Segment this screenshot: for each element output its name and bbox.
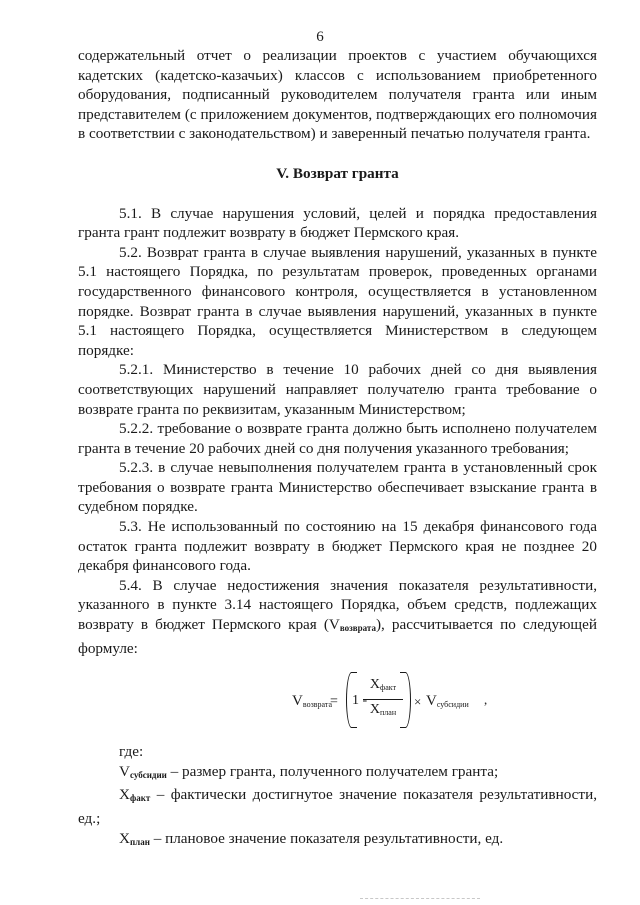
definition-text: – размер гранта, полученного получателем гранта; — [166, 762, 499, 780]
formula-num-subscript: факт — [380, 683, 397, 693]
formula-v2: V — [426, 693, 437, 710]
definition-subscript: субсидии — [129, 769, 167, 780]
paragraph-5-1: 5.1. В случае нарушения условий, целей и порядка предоставления гранта грант подлежит возврату в бюджет Пермского края. — [78, 204, 597, 242]
formula-comma: , — [484, 692, 488, 708]
paragraph-5-2-3: 5.2.3. в случае невыполнения получателем гранта в установленный срок требования о возврате гранта Министерство обеспечивает взыскание гранта в судебном порядке. — [78, 459, 597, 516]
definition-symbol: X — [119, 786, 130, 804]
formula-v2-subscript: субсидии — [436, 700, 469, 710]
formula-expression — [292, 670, 512, 730]
definition-x-fact — [78, 785, 597, 828]
section-title: V. Возврат гранта — [276, 164, 399, 182]
paragraph-5-2-1: 5.2.1. Министерство в течение 10 рабочих дней со дня выявления соответствующих нарушений направляет получателю гранта требование о возврате гранта по реквизитам, указанным Министерством; — [78, 361, 597, 418]
definition-x-plan — [78, 829, 597, 853]
document-body — [78, 46, 597, 852]
formula-numerator — [363, 676, 403, 700]
formula-one-minus: 1 - — [352, 693, 368, 709]
definition-text: – фактически достигнутое значение показателя результативности, ед.; — [78, 786, 597, 827]
definition-subscript: факт — [129, 793, 151, 804]
page-number: 6 — [316, 29, 324, 45]
formula-v: V — [292, 693, 303, 710]
definition-v-subsidy — [78, 762, 597, 786]
formula-times: × — [414, 694, 422, 710]
formula-right-paren — [400, 672, 411, 728]
formula-v-subsidy — [426, 692, 469, 715]
paragraph-5-4-text: 5.4. В случае недостижения значения показателя результативности, указанного в пункте 3.14 настоящего Порядка, объем средств, подлежащих возврату в бюджет Пермского края (V — [78, 576, 597, 634]
paragraph-5-2: 5.2. Возврат гранта в случае выявления нарушений, указанных в пункте 5.1 настоящего Порядка, по результатам проверок, проведенных органами государственного финансового контроля, осуществляется в установленном порядке. Возврат гранта в случае выявления нарушений, указанных в пункте 5.1 настоящего Порядка, осуществляется Министерством в следующем порядке: — [78, 243, 597, 359]
paragraph-5-3: 5.3. Не использованный по состоянию на 15 декабря финансового года остаток гранта подлежит возврату в бюджет Пермского края не позднее 20 декабря финансового года. — [78, 518, 597, 575]
where-label: где: — [119, 743, 144, 761]
formula — [78, 666, 597, 738]
formula-num-x: X — [369, 677, 381, 693]
definition-symbol: V — [119, 762, 130, 780]
paragraph-5-4-subscript: возврата — [339, 623, 376, 634]
definition-subscript: план — [129, 836, 150, 847]
formula-den-subscript: план — [380, 708, 397, 718]
paragraph-5-4-text-end: ), рассчитывается по следующей формуле: — [78, 616, 597, 657]
definition-text: – плановое значение показателя результативности, ед. — [149, 829, 504, 847]
definition-symbol: X — [119, 829, 130, 847]
formula-v-subscript: возврата — [302, 700, 332, 710]
formula-fraction — [363, 676, 403, 723]
paragraph-5-2-2: 5.2.2. требование о возврате гранта должно быть исполнено получателем гранта в течение 20 рабочих дней со дня получения указанного требования; — [78, 420, 597, 457]
scan-artifact-line — [360, 898, 480, 900]
intro-paragraph: содержательный отчет о реализации проектов с участием обучающихся кадетских (кадетско-казачьих) классов с использованием приобретенного оборудования, подписанный руководителем получателя гранта или иным представителем (с приложением документов, подтверждающих его полномочия в соответствии с законодательством) и заверенный печатью получателя гранта. — [78, 47, 597, 143]
formula-den-x: X — [369, 702, 380, 718]
formula-v-return — [292, 692, 332, 715]
formula-denominator — [363, 700, 403, 723]
formula-equals: = — [330, 694, 338, 710]
paragraph-5-4 — [78, 576, 597, 658]
